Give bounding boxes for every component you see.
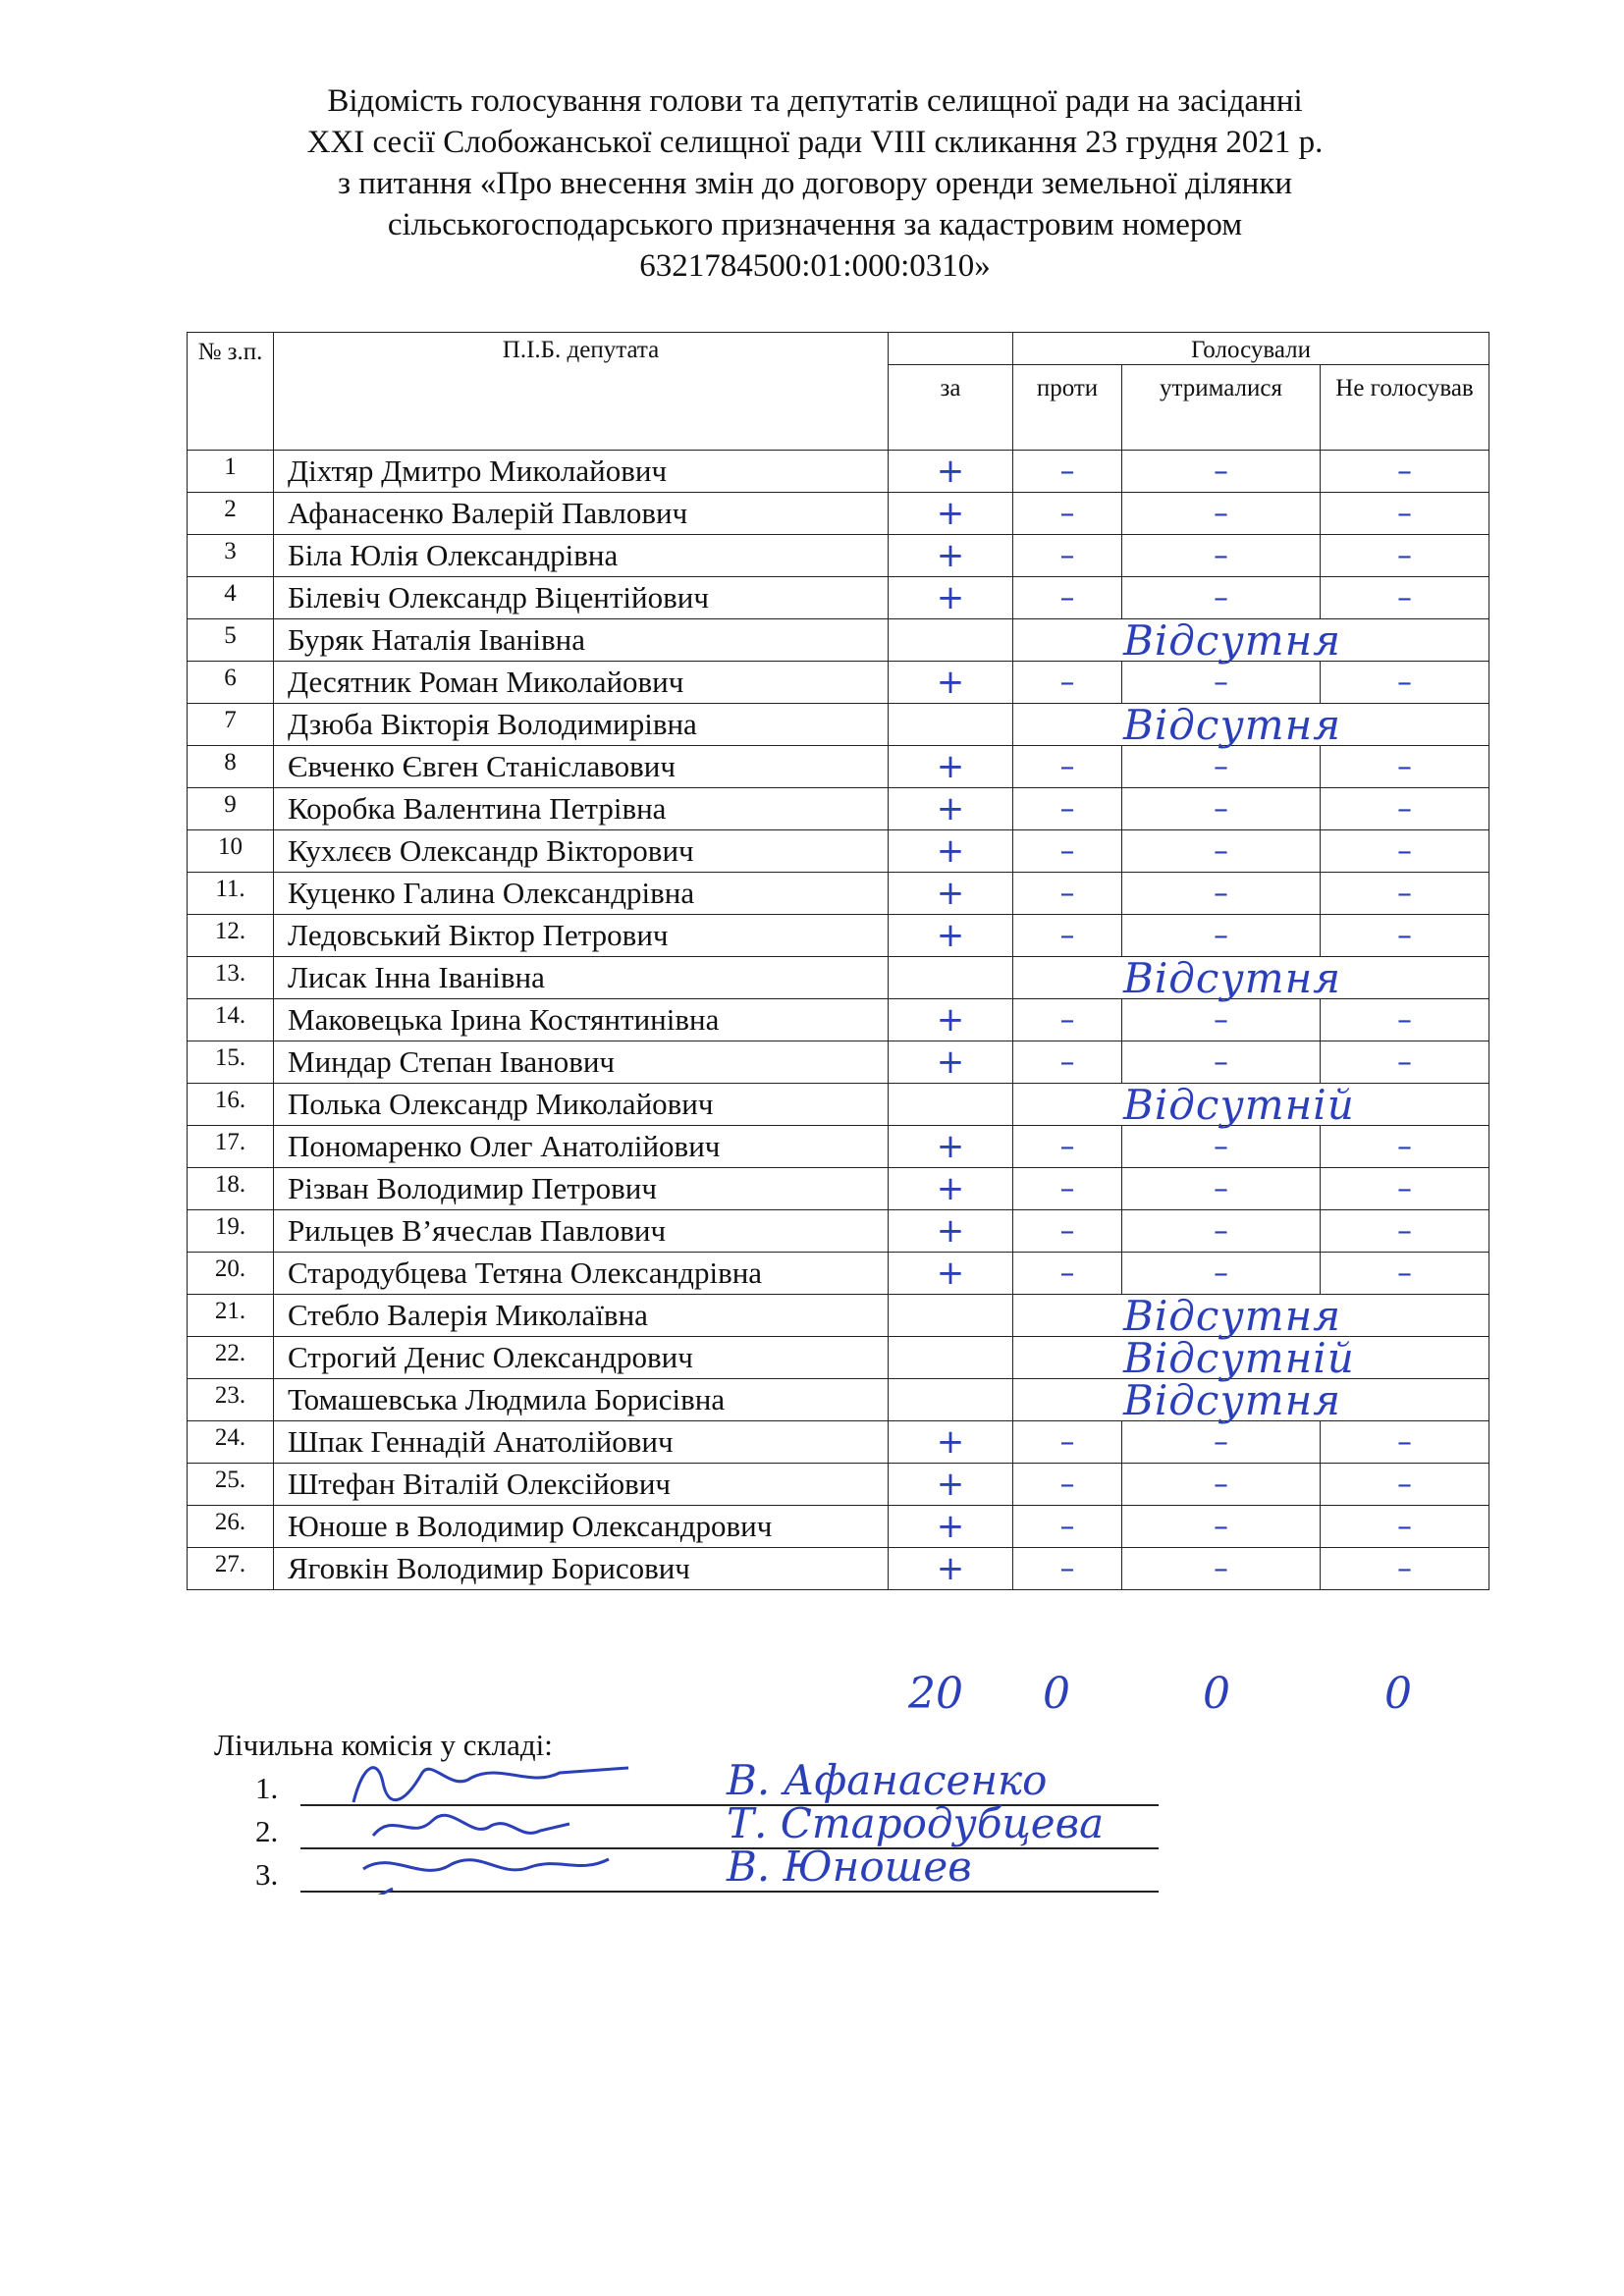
deputy-name: Десятник Роман Миколайович	[274, 662, 889, 704]
absent-note: Відсутня	[1013, 619, 1489, 662]
row-number: 14.	[188, 999, 274, 1041]
vote-against-mark: –	[1013, 1548, 1122, 1590]
table-row	[188, 1464, 1489, 1506]
handwritten-signature	[334, 1840, 687, 1895]
vote-not-voted-mark: –	[1321, 1041, 1489, 1084]
vote-abstained-mark: –	[1122, 1041, 1321, 1084]
row-number: 15.	[188, 1041, 274, 1084]
vote-for-mark: +	[889, 830, 1013, 873]
absent-note: Відсутня	[1013, 704, 1489, 746]
vote-for-mark: +	[889, 788, 1013, 830]
vote-for-mark: +	[889, 1168, 1013, 1210]
vote-abstained-mark: –	[1122, 1126, 1321, 1168]
table-body	[188, 451, 1489, 1590]
vote-for-mark: +	[889, 1421, 1013, 1464]
table-row	[188, 577, 1489, 619]
deputy-name: Пономаренко Олег Анатолійович	[274, 1126, 889, 1168]
title-line-2: XXI сесії Слобожанської селищної ради VIII скликання 23 грудня 2021 р.	[306, 125, 1324, 160]
vote-against-mark: –	[1013, 1421, 1122, 1464]
table-row	[188, 830, 1489, 873]
vote-not-voted-mark: –	[1321, 662, 1489, 704]
deputy-name: Миндар Степан Іванович	[274, 1041, 889, 1084]
vote-not-voted-mark: –	[1321, 873, 1489, 915]
deputy-name: Маковецька Ірина Костянтинівна	[274, 999, 889, 1041]
vote-for-cell	[889, 704, 1013, 746]
deputy-name: Стебло Валерія Миколаївна	[274, 1295, 889, 1337]
row-number: 16.	[188, 1084, 274, 1126]
vote-against-mark: –	[1013, 577, 1122, 619]
vote-not-voted-mark: –	[1321, 493, 1489, 535]
vote-not-voted-mark: –	[1321, 1168, 1489, 1210]
row-number: 21.	[188, 1295, 274, 1337]
title-line-3: з питання «Про внесення змін до договору оренди земельної ділянки	[337, 166, 1293, 201]
table-row	[188, 1084, 1489, 1126]
vote-against-mark: –	[1013, 1210, 1122, 1253]
vote-abstained-mark: –	[1122, 1168, 1321, 1210]
vote-not-voted-mark: –	[1321, 788, 1489, 830]
vote-for-mark: +	[889, 999, 1013, 1041]
vote-abstained-mark: –	[1122, 1253, 1321, 1295]
vote-not-voted-mark: –	[1321, 451, 1489, 493]
member-name: В. Юношев	[727, 1842, 972, 1891]
row-number: 26.	[188, 1506, 274, 1548]
table-row	[188, 1126, 1489, 1168]
vote-for-mark: +	[889, 1464, 1013, 1506]
table-row	[188, 957, 1489, 999]
deputy-name: Біла Юлія Олександрівна	[274, 535, 889, 577]
vote-against-mark: –	[1013, 662, 1122, 704]
vote-not-voted-mark: –	[1321, 535, 1489, 577]
deputy-name: Яговкін Володимир Борисович	[274, 1548, 889, 1590]
table-row	[188, 1041, 1489, 1084]
vote-against-mark: –	[1013, 1506, 1122, 1548]
vote-not-voted-mark: –	[1321, 1421, 1489, 1464]
table-row	[188, 1337, 1489, 1379]
row-number: 25.	[188, 1464, 274, 1506]
row-number: 8	[188, 746, 274, 788]
table-row	[188, 1506, 1489, 1548]
vote-abstained-mark: –	[1122, 662, 1321, 704]
deputy-name: Рильцев В’ячеслав Павлович	[274, 1210, 889, 1253]
total-abstained: 0	[1203, 1669, 1230, 1719]
table-row	[188, 662, 1489, 704]
row-number: 1	[188, 451, 274, 493]
member-name: Т. Стародубцева	[727, 1799, 1105, 1847]
row-number: 17.	[188, 1126, 274, 1168]
vote-totals	[0, 1669, 1624, 1728]
vote-for-mark: +	[889, 1126, 1013, 1168]
vote-for-mark: +	[889, 535, 1013, 577]
vote-against-mark: –	[1013, 535, 1122, 577]
vote-abstained-mark: –	[1122, 1421, 1321, 1464]
vote-for-mark: +	[889, 493, 1013, 535]
member-number: 2.	[255, 1814, 279, 1848]
vote-against-mark: –	[1013, 915, 1122, 957]
row-number: 7	[188, 704, 274, 746]
table-row	[188, 873, 1489, 915]
title-line-5: 6321784500:01:000:0310»	[639, 248, 991, 284]
deputy-name: Куценко Галина Олександрівна	[274, 873, 889, 915]
header-abstained: утрималися	[1122, 365, 1321, 451]
vote-not-voted-mark: –	[1321, 577, 1489, 619]
vote-for-mark: +	[889, 746, 1013, 788]
table-row	[188, 704, 1489, 746]
deputy-name: Полька Олександр Миколайович	[274, 1084, 889, 1126]
vote-abstained-mark: –	[1122, 746, 1321, 788]
vote-abstained-mark: –	[1122, 915, 1321, 957]
vote-abstained-mark: –	[1122, 535, 1321, 577]
vote-against-mark: –	[1013, 1041, 1122, 1084]
vote-not-voted-mark: –	[1321, 999, 1489, 1041]
table-row	[188, 1548, 1489, 1590]
vote-abstained-mark: –	[1122, 830, 1321, 873]
table-row	[188, 451, 1489, 493]
deputy-name: Строгий Денис Олександрович	[274, 1337, 889, 1379]
vote-for-mark: +	[889, 1548, 1013, 1590]
table-row	[188, 1168, 1489, 1210]
absent-note: Відсутня	[1013, 1379, 1489, 1421]
member-name: В. Афанасенко	[727, 1756, 1048, 1804]
vote-against-mark: –	[1013, 788, 1122, 830]
deputy-name: Шпак Геннадій Анатолійович	[274, 1421, 889, 1464]
commission-member-3	[255, 1842, 1159, 1896]
vote-against-mark: –	[1013, 1464, 1122, 1506]
vote-against-mark: –	[1013, 451, 1122, 493]
vote-against-mark: –	[1013, 1253, 1122, 1295]
vote-abstained-mark: –	[1122, 788, 1321, 830]
vote-for-mark: +	[889, 662, 1013, 704]
row-number: 22.	[188, 1337, 274, 1379]
vote-against-mark: –	[1013, 1168, 1122, 1210]
table-row	[188, 1421, 1489, 1464]
vote-against-mark: –	[1013, 873, 1122, 915]
vote-against-mark: –	[1013, 830, 1122, 873]
member-number: 3.	[255, 1857, 279, 1892]
vote-abstained-mark: –	[1122, 1548, 1321, 1590]
vote-for-mark: +	[889, 1210, 1013, 1253]
vote-abstained-mark: –	[1122, 873, 1321, 915]
commission-title: Лічильна комісія у складі:	[214, 1728, 553, 1762]
deputy-name: Діхтяр Дмитро Миколайович	[274, 451, 889, 493]
vote-for-cell	[889, 1295, 1013, 1337]
vote-not-voted-mark: –	[1321, 1210, 1489, 1253]
vote-not-voted-mark: –	[1321, 1253, 1489, 1295]
row-number: 4	[188, 577, 274, 619]
row-number: 12.	[188, 915, 274, 957]
vote-abstained-mark: –	[1122, 1506, 1321, 1548]
vote-against-mark: –	[1013, 1126, 1122, 1168]
vote-for-mark: +	[889, 1253, 1013, 1295]
row-number: 27.	[188, 1548, 274, 1590]
vote-abstained-mark: –	[1122, 577, 1321, 619]
vote-abstained-mark: –	[1122, 1464, 1321, 1506]
vote-abstained-mark: –	[1122, 999, 1321, 1041]
absent-note: Відсутній	[1013, 1337, 1489, 1379]
header-for: за	[889, 365, 1013, 451]
vote-against-mark: –	[1013, 746, 1122, 788]
row-number: 11.	[188, 873, 274, 915]
row-number: 18.	[188, 1168, 274, 1210]
table-row	[188, 746, 1489, 788]
deputy-name: Лисак Інна Іванівна	[274, 957, 889, 999]
vote-for-mark: +	[889, 1506, 1013, 1548]
row-number: 13.	[188, 957, 274, 999]
vote-not-voted-mark: –	[1321, 1464, 1489, 1506]
row-number: 23.	[188, 1379, 274, 1421]
deputy-name: Стародубцева Тетяна Олександрівна	[274, 1253, 889, 1295]
row-number: 3	[188, 535, 274, 577]
header-not-voted: Не голосував	[1321, 365, 1489, 451]
absent-note: Відсутня	[1013, 1295, 1489, 1337]
total-for: 20	[908, 1669, 963, 1719]
member-number: 1.	[255, 1771, 279, 1805]
absent-note: Відсутній	[1013, 1084, 1489, 1126]
title-line-1: Відомість голосування голови та депутатів селищної ради на засіданні	[327, 83, 1303, 119]
table-row	[188, 619, 1489, 662]
vote-not-voted-mark: –	[1321, 830, 1489, 873]
vote-against-mark: –	[1013, 999, 1122, 1041]
table-row	[188, 1379, 1489, 1421]
header-voted: Голосували	[1013, 333, 1489, 365]
total-against: 0	[1043, 1669, 1070, 1719]
deputy-name: Юноше в Володимир Олександрович	[274, 1506, 889, 1548]
header-number: № з.п.	[188, 333, 274, 451]
vote-for-mark: +	[889, 577, 1013, 619]
table-row	[188, 1253, 1489, 1295]
row-number: 5	[188, 619, 274, 662]
document-title	[187, 80, 1443, 287]
vote-against-mark: –	[1013, 493, 1122, 535]
deputy-name: Томашевська Людмила Борисівна	[274, 1379, 889, 1421]
table-row	[188, 1295, 1489, 1337]
deputy-name: Ледовський Віктор Петрович	[274, 915, 889, 957]
deputy-name: Коробка Валентина Петрівна	[274, 788, 889, 830]
vote-for-mark: +	[889, 1041, 1013, 1084]
deputy-name: Різван Володимир Петрович	[274, 1168, 889, 1210]
vote-not-voted-mark: –	[1321, 1506, 1489, 1548]
vote-for-cell	[889, 619, 1013, 662]
vote-not-voted-mark: –	[1321, 915, 1489, 957]
vote-for-cell	[889, 1379, 1013, 1421]
deputy-name: Кухлєєв Олександр Вікторович	[274, 830, 889, 873]
vote-not-voted-mark: –	[1321, 746, 1489, 788]
vote-abstained-mark: –	[1122, 493, 1321, 535]
table-row	[188, 1210, 1489, 1253]
deputy-name: Євченко Євген Станіславович	[274, 746, 889, 788]
deputy-name: Афанасенко Валерій Павлович	[274, 493, 889, 535]
vote-for-cell	[889, 957, 1013, 999]
header-blank	[889, 333, 1013, 365]
table-row	[188, 788, 1489, 830]
row-number: 6	[188, 662, 274, 704]
deputy-name: Дзюба Вікторія Володимирівна	[274, 704, 889, 746]
table-row	[188, 915, 1489, 957]
row-number: 20.	[188, 1253, 274, 1295]
row-number: 2	[188, 493, 274, 535]
total-not-voted: 0	[1384, 1669, 1412, 1719]
row-number: 19.	[188, 1210, 274, 1253]
vote-for-mark: +	[889, 915, 1013, 957]
row-number: 9	[188, 788, 274, 830]
title-line-4: сільськогосподарського призначення за кадастровим номером	[387, 207, 1243, 242]
vote-not-voted-mark: –	[1321, 1548, 1489, 1590]
vote-not-voted-mark: –	[1321, 1126, 1489, 1168]
header-against: проти	[1013, 365, 1122, 451]
table-row	[188, 493, 1489, 535]
table-row	[188, 535, 1489, 577]
header-name: П.І.Б. депутата	[274, 333, 889, 451]
deputy-name: Буряк Наталія Іванівна	[274, 619, 889, 662]
vote-abstained-mark: –	[1122, 451, 1321, 493]
row-number: 10	[188, 830, 274, 873]
vote-for-mark: +	[889, 451, 1013, 493]
vote-for-cell	[889, 1337, 1013, 1379]
vote-for-mark: +	[889, 873, 1013, 915]
row-number: 24.	[188, 1421, 274, 1464]
deputy-name: Штефан Віталій Олексійович	[274, 1464, 889, 1506]
voting-table	[187, 332, 1489, 1590]
table-row	[188, 999, 1489, 1041]
absent-note: Відсутня	[1013, 957, 1489, 999]
deputy-name: Білевіч Олександр Віцентійович	[274, 577, 889, 619]
vote-abstained-mark: –	[1122, 1210, 1321, 1253]
vote-for-cell	[889, 1084, 1013, 1126]
